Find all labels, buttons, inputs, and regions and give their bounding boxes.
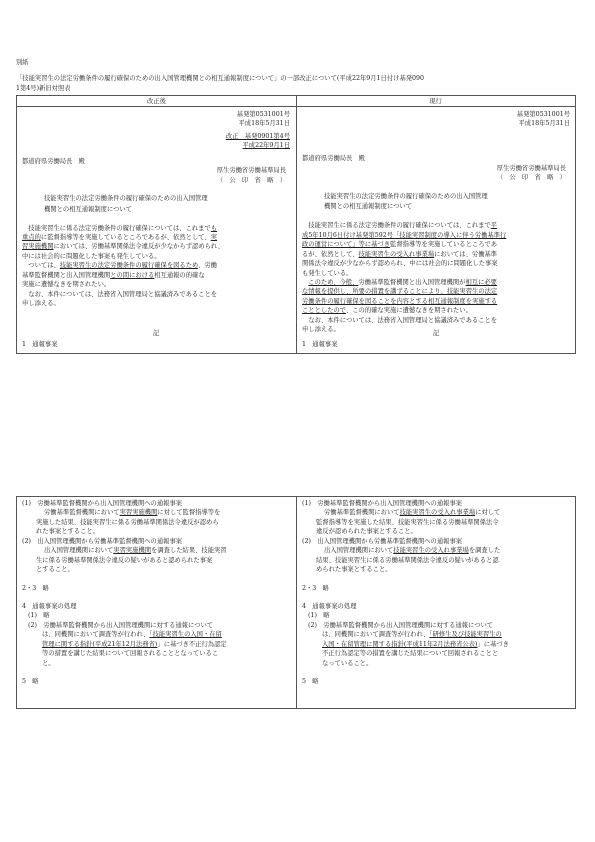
spacer <box>302 575 570 584</box>
text-line <box>302 250 570 259</box>
text: 、この的確な実施に遺憾なきを期されたい。 <box>345 307 472 315</box>
subject-line: 機関との相互通報制度について <box>44 205 133 213</box>
text-line <box>302 546 570 555</box>
text-line <box>302 297 570 306</box>
text-line: れた事案とすること。 <box>36 528 99 536</box>
spacer <box>22 575 290 584</box>
paragraph-1 <box>302 221 570 278</box>
text: な情報を提供し、所要の措置を講ずることにより、技能実習生の法定 <box>302 288 498 296</box>
seal-omitted: （ 公 印 省 略 ） <box>496 174 566 182</box>
text-line: 申し添える。 <box>22 300 60 308</box>
current-ki-block <box>302 329 570 350</box>
text-line: (2) 労働基準監督機関から出入国管理機関に対する通報について <box>308 621 494 629</box>
text: も <box>210 224 218 232</box>
text-line <box>22 224 290 233</box>
spacer <box>302 668 570 677</box>
text: 重点的 <box>22 234 41 241</box>
text-line <box>302 221 570 230</box>
text-line: 申し添える。 <box>302 326 340 334</box>
text: 実習実施機関 <box>119 509 158 517</box>
revised-column <box>22 110 290 309</box>
notice-date: 平成18年5月31日 <box>238 120 290 128</box>
text: こととしたので <box>302 307 346 315</box>
ki-heading: 記 <box>432 330 440 337</box>
text: に対して監督指導等を <box>157 509 221 517</box>
text: 相互に必要 <box>465 278 497 286</box>
text-line: められた事案とすること。 <box>316 566 392 574</box>
text: 技能実習生の法定労働条件の履行確保を図るため <box>59 262 199 270</box>
text-line: 中には社会的に問題化した事案も発生している。 <box>22 252 161 260</box>
text: を調査した結果、技能実習 <box>151 547 227 555</box>
revised-column <box>22 499 290 686</box>
item-heading: (1) 労働基準監督機関から出入国管理機関への通報事案 <box>302 500 463 507</box>
section-heading: 2・3 略 <box>22 584 49 592</box>
current-column <box>302 110 570 335</box>
comparison-table-continued <box>16 496 576 709</box>
text: るが、依然として、 <box>302 250 359 258</box>
preamble <box>16 58 582 93</box>
notice-number: 基発第0531001号 <box>236 111 290 118</box>
text-line: 実施に遺憾なきを期されたい。 <box>22 281 111 289</box>
text-line: と。 <box>42 659 55 667</box>
item-2 <box>302 537 570 575</box>
text-line: 違反が認められた事案とすること。 <box>316 528 417 536</box>
text: においては、労働基準 <box>434 250 498 258</box>
column-divider <box>296 96 297 353</box>
text: は、同機関において調査等が行われ、 <box>42 631 150 639</box>
text-line: なお、本件については、法務省入国管理局と協議済みであることを <box>28 290 218 298</box>
section-heading: 5 略 <box>302 678 319 685</box>
paragraph-3 <box>22 290 290 309</box>
paragraph-2 <box>22 261 290 289</box>
text-line <box>308 640 570 649</box>
text-line: も発生している。 <box>302 269 353 277</box>
text-line: 監督指導等を実施した結果、技能実習生に係る労働基準関係法令 <box>316 518 499 526</box>
ki-heading: 記 <box>152 330 160 337</box>
paragraph-2 <box>302 278 570 316</box>
revision-number-text: 改正 基発0901第4号 <box>225 133 290 141</box>
text-line <box>302 231 570 240</box>
text-line <box>302 508 570 517</box>
text-line <box>302 278 570 287</box>
text: 管理に関する指針(平成21年12月法務省) <box>42 640 158 648</box>
spacer <box>22 668 290 677</box>
revision-number <box>22 132 290 141</box>
text: 実習実施機関 <box>113 547 152 555</box>
text: に監督指導等を実施しているところであるが、依然として、 <box>40 234 211 241</box>
subject-line: 技能実習生の法定労働条件の履行確保のための出入国管理 <box>324 193 488 201</box>
header-revised: 改正後 <box>147 98 166 105</box>
sub-item: (1) 略 <box>28 612 50 620</box>
notice-number: 基発第0531001号 <box>516 111 570 118</box>
section-heading: 5 略 <box>22 678 39 685</box>
text-line: 等の措置を講じた結果について回報されることとなっているこ <box>42 650 219 658</box>
text: を調査した <box>468 547 501 555</box>
text-line: 結果、技能実習生に係る労働基準関係法令違反の疑いがあると認 <box>316 556 499 564</box>
text: 平 <box>490 222 498 230</box>
paragraph-1 <box>22 224 290 262</box>
item-heading: (2) 出入国管理機関から労働基準監督機関への通報事案 <box>302 537 463 545</box>
addressee: 都道府県労働局長 殿 <box>22 157 85 165</box>
text-line <box>22 242 290 251</box>
section-heading: 2・3 略 <box>302 584 329 592</box>
text: 」に基づき <box>477 640 509 648</box>
text-line: 生に係る労働基準関係法令違反の疑いがあると認められた事案 <box>36 556 213 564</box>
text-line: 不正行為認定等の措置を講じた結果について回報されることと <box>322 650 499 658</box>
document-title-line: 1第4号)新旧対照表 <box>16 84 71 92</box>
text-line <box>302 240 570 249</box>
revised-ki-block <box>22 329 290 350</box>
document-title <box>16 74 582 93</box>
text: 、労働 <box>198 262 217 270</box>
sender-title: 厚生労働省労働基準局長 <box>216 166 286 174</box>
subject <box>302 192 570 212</box>
text: 技能実習生の受入れ事業場 <box>358 250 435 258</box>
notice-date: 平成18年5月31日 <box>518 120 570 128</box>
text-line <box>22 261 290 270</box>
text: との間における <box>110 271 155 279</box>
comparison-table <box>16 95 576 354</box>
text: 労働基準監督機関において <box>44 509 120 517</box>
text-line <box>22 546 290 555</box>
text: は、同機関において調査等が行われ、 <box>322 631 430 639</box>
text: 成5年10月6日付け基発第592号「技能実習制度の導入に伴う労働基準行 <box>302 231 507 239</box>
text-line <box>302 287 570 296</box>
text-line: 実施した結果、技能実習生に係る労働基準関係法令違反が認めら <box>36 518 219 526</box>
text: 技能実習生に係る法定労働条件の履行確保については、これまで <box>308 222 491 230</box>
text: ついては、 <box>28 262 60 270</box>
document-title-line: 「技能実習生の法定労働条件の履行確保のための出入国管理機関との相互通報制度について」の一部改正について(平成22年9月1日付け基発090 <box>16 75 425 83</box>
sender-title: 厚生労働省労働基準局長 <box>496 164 566 172</box>
text-line <box>28 630 290 639</box>
text-line: とすること。 <box>36 566 74 574</box>
text-line: なっていること。 <box>322 659 373 667</box>
text-line <box>28 640 290 649</box>
text: に対して <box>475 509 501 517</box>
text: 出入国管理機関において <box>44 547 114 555</box>
item-heading: (2) 出入国管理機関から労働基準監督機関への通報事案 <box>22 537 183 545</box>
text: 入国・在留管理に関する指針(平成11年2月法務省公表) <box>322 640 478 648</box>
section-heading: 4 通報事案の処理 <box>22 602 77 610</box>
text: 「技能実習生の入国・在留 <box>149 631 222 639</box>
text-line <box>22 271 290 280</box>
text: 技能実習生に係る法定労働条件の履行確保については、これまで <box>28 224 211 232</box>
text: 労働基準監督機関と出入国管理機関が <box>358 278 466 286</box>
spacer <box>302 593 570 602</box>
text: このため、今般、 <box>308 278 359 286</box>
sub-item: (1) 略 <box>308 612 330 620</box>
text: 実 <box>210 234 218 241</box>
text: においては、労働基準関係法令違反が少なからず認められ、 <box>53 243 224 251</box>
section-heading: 1 通報事案 <box>22 341 58 349</box>
text-line <box>22 508 290 517</box>
text-line: なお、本件については、法務省入国管理局と協議済みであることを <box>308 316 498 324</box>
section-heading: 4 通報事案の処理 <box>302 602 357 610</box>
text: 政の運営について」等に基づき <box>302 241 391 249</box>
text: 「研修生及び技能実習生の <box>429 631 502 639</box>
text: 監督指導等を実施しているところであ <box>390 241 498 249</box>
text: 相互通報の的確な <box>154 271 205 279</box>
spacer <box>22 593 290 602</box>
text: 出入国管理機関において <box>324 547 394 555</box>
addressee: 都道府県労働局長 殿 <box>302 155 365 163</box>
text: 労働条件の履行確保を図ることを内容とする相互通報制度を実施する <box>302 297 498 305</box>
text-line <box>302 306 570 315</box>
text-line: (2) 労働基準監督機関から出入国管理機関に対する通報について <box>28 621 214 629</box>
text: 習実施機関 <box>22 243 54 251</box>
text-line <box>22 233 290 242</box>
text: 労働基準監督機関において <box>324 509 400 517</box>
item-1 <box>22 499 290 537</box>
text: 基準監督機関と出入国管理機関 <box>22 271 111 279</box>
item-1 <box>302 499 570 537</box>
sub-item-2 <box>302 621 570 668</box>
attachment-label: 別紙 <box>16 59 29 66</box>
subject-line: 技能実習生の法定労働条件の履行確保のための出入国管理 <box>44 195 208 203</box>
text-line: 関係法令違反が少なからず認められ、中には社会的に問題化した事案 <box>302 260 498 268</box>
header-current: 現行 <box>429 98 442 105</box>
subject-line: 機関との相互通報制度について <box>324 203 413 211</box>
item-2 <box>22 537 290 575</box>
column-divider <box>296 497 297 708</box>
revision-date <box>22 141 290 150</box>
current-column <box>302 499 570 686</box>
sub-item-2 <box>22 621 290 668</box>
text: 技能実習生の受入れ事業場 <box>393 547 469 555</box>
text: 技能実習生の受入れ事業場 <box>399 509 476 517</box>
revision-date-text: 平成22年9月1日 <box>242 142 290 150</box>
text: 」に基づき不正行為認定 <box>157 640 227 648</box>
subject <box>22 194 290 214</box>
text-line <box>308 630 570 639</box>
section-heading: 1 通報事案 <box>302 341 338 349</box>
item-heading: (1) 労働基準監督機関から出入国管理機関への通報事案 <box>22 500 183 507</box>
seal-omitted: （ 公 印 省 略 ） <box>216 176 286 184</box>
